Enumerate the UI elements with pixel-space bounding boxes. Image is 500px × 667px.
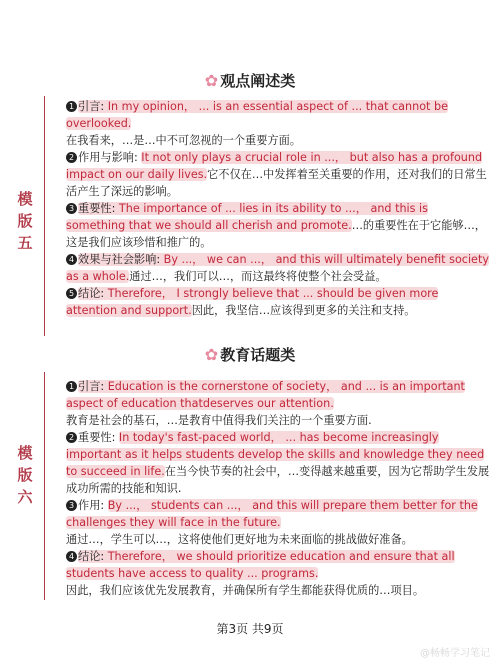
number-badge: 4 xyxy=(66,254,77,265)
item-tag: 结论: xyxy=(78,550,105,563)
number-badge: 3 xyxy=(66,500,77,511)
chinese-translation: 因此，我们应该优先发展教育，并确保所有学生都能获得优质的…项目。 xyxy=(66,584,425,597)
english-sentence: It not only plays a crucial role in ...， but also has a profound impact on our daily lives. xyxy=(66,151,483,181)
section-title-2: ✿ 教育话题类 xyxy=(204,345,296,364)
english-sentence: By ...， students can ...， and this will prepare them better for the challenges they will face in the future. xyxy=(66,499,478,529)
chinese-translation: 在我看来，…是…中不可忽视的一个重要方面。 xyxy=(66,134,301,147)
item-tag: 重要性: xyxy=(78,202,116,215)
item-tag: 作用: xyxy=(78,499,105,512)
number-badge: 3 xyxy=(66,203,77,214)
list-item xyxy=(66,285,490,319)
list-item xyxy=(66,548,490,599)
template-label-6: 模 版 六 xyxy=(17,444,33,506)
section-divider-line xyxy=(44,96,45,336)
english-sentence: In today's fast-paced world， ... has become increasingly important as it helps students develop the skills and knowledge they need to succeed in life. xyxy=(66,431,485,478)
flower-icon: ✿ xyxy=(204,345,219,364)
english-sentence: The importance of ... lies in its ability to ...， and this is something that we should all cherish and promote. xyxy=(66,202,428,232)
chinese-translation: …的重要性在于它能够…，这是我们应该珍惜和推广的。 xyxy=(66,219,486,249)
section-1-content xyxy=(66,98,490,319)
english-sentence: Education is the cornerstone of society， and ... is an important aspect of education thatdeserves our attention. xyxy=(66,380,465,410)
number-badge: 2 xyxy=(66,432,77,443)
item-tag: 重要性: xyxy=(78,431,116,444)
list-item xyxy=(66,200,490,251)
chinese-translation: 教育是社会的基石，…是教育中值得我们关注的一个重要方面. xyxy=(66,414,372,427)
chinese-translation: 通过…，我们可以…，而这最终将使整个社会受益。 xyxy=(129,270,387,283)
number-badge: 5 xyxy=(66,288,77,299)
chinese-translation: 它不仅在…中发挥着至关重要的作用，还对我们的日常生活产生了深远的影响。 xyxy=(66,168,487,198)
item-tag: 结论: xyxy=(78,287,105,300)
list-item xyxy=(66,497,490,548)
english-sentence: Therefore， I strongly believe that ... should be given more attention and support. xyxy=(66,287,439,317)
section-2-content xyxy=(66,378,490,599)
number-badge: 4 xyxy=(66,551,77,562)
number-badge: 2 xyxy=(66,152,77,163)
list-item xyxy=(66,98,490,149)
item-tag: 引言: xyxy=(78,380,105,393)
chinese-translation: 在当今快节奏的社会中，…变得越来越重要，因为它帮助学生发展成功所需的技能和知识. xyxy=(66,465,490,495)
english-sentence: By ...， we can ...， and this will ultimately benefit society as a whole. xyxy=(66,253,489,283)
section-divider-line xyxy=(44,372,45,600)
english-sentence: In my opinion， ... is an essential aspect of ... that cannot be overlooked. xyxy=(66,100,448,130)
page-number: 第3页 共9页 xyxy=(216,622,284,636)
english-sentence: Therefore， we should prioritize education and ensure that all students have access to quality ... programs. xyxy=(66,550,455,580)
list-item xyxy=(66,429,490,497)
watermark: @畅畅学习笔记 xyxy=(420,648,490,659)
section-title-1: ✿ 观点阐述类 xyxy=(204,71,296,90)
item-tag: 引言: xyxy=(78,100,105,113)
item-tag: 作用与影响: xyxy=(78,151,138,164)
template-label-5: 模 版 五 xyxy=(17,190,33,252)
item-tag: 效果与社会影响: xyxy=(78,253,161,266)
number-badge: 1 xyxy=(66,101,77,112)
list-item xyxy=(66,378,490,429)
chinese-translation: 通过…，学生可以…，这将使他们更好地为未来面临的挑战做好准备。 xyxy=(66,533,413,546)
list-item xyxy=(66,251,490,285)
list-item xyxy=(66,149,490,200)
flower-icon: ✿ xyxy=(204,71,219,90)
number-badge: 1 xyxy=(66,381,77,392)
chinese-translation: 因此，我坚信…应该得到更多的关注和支持。 xyxy=(191,304,416,317)
